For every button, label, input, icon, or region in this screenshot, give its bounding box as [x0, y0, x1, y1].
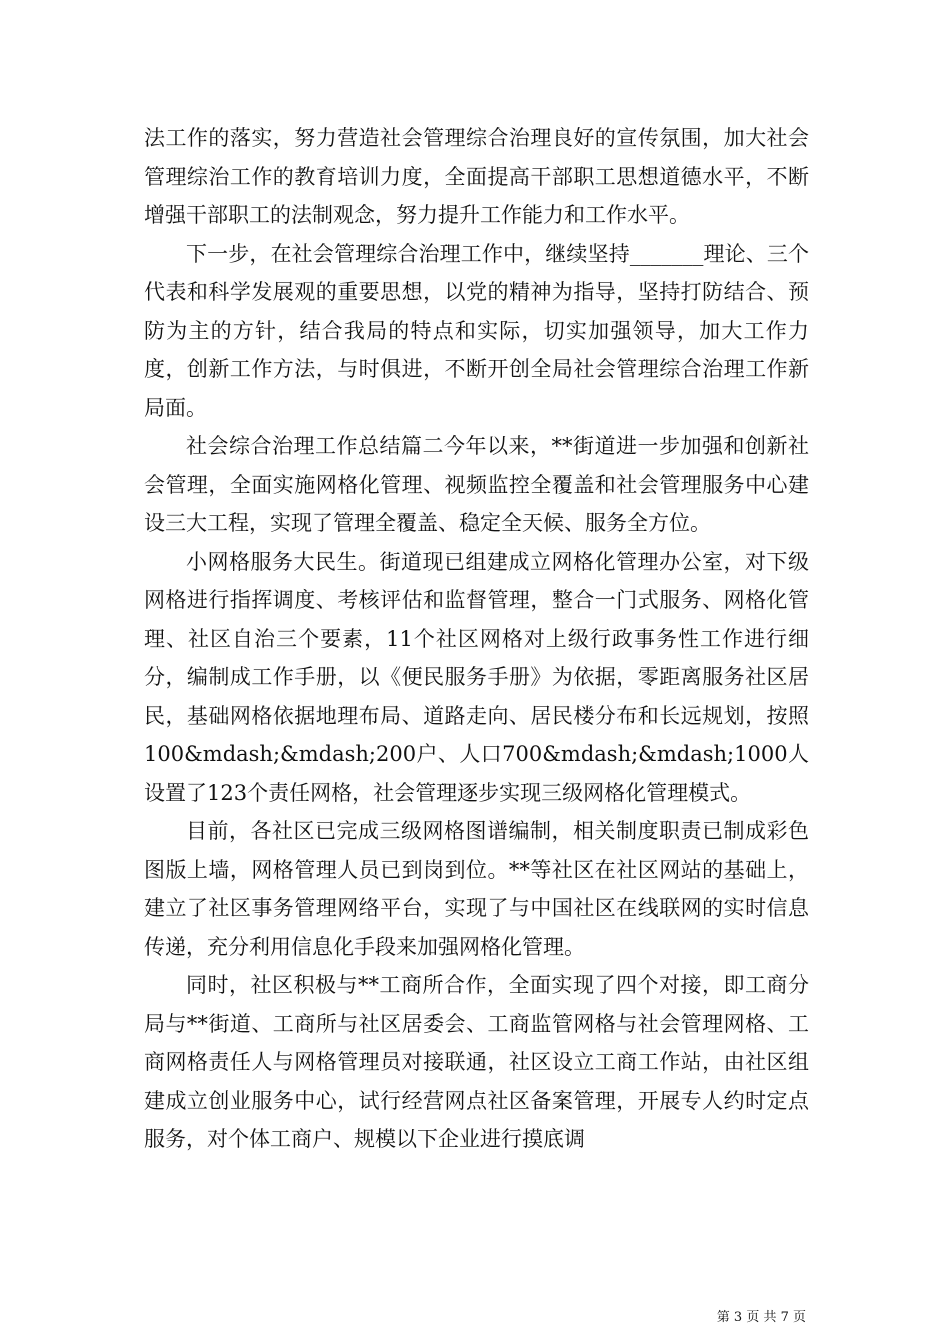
paragraph-summary-part-two: 社会综合治理工作总结篇二今年以来，**街道进一步加强和创新社会管理，全面实施网格化管理、视频监控全覆盖和社会管理服务中心建设三大工程，实现了管理全覆盖、稳定全天候、服务全方位。: [144, 434, 809, 535]
paragraph-meanwhile: 同时，社区积极与**工商所合作，全面实现了四个对接，即工商分局与**街道、工商所与社区居委会、工商监管网格与社会管理网格、工商网格责任人与网格管理员对接联通，社区设立工商工作站，由社区组建成立创业服务中心，试行经营网点社区备案管理，开展专人约时定点服务，对个体工商户、规模以下企业进行摸底调: [144, 973, 809, 1151]
paragraph-small-grid: 小网格服务大民生。街道现已组建成立网格化管理办公室，对下级网格进行指挥调度、考核评估和监督管理，整合一门式服务、网格化管理、社区自治三个要素，11个社区网格对上级行政事务性工作进行细分，编制成工作手册，以《便民服务手册》为依据，零距离服务社区居民，基础网格依据地理布局、道路走向、居民楼分布和长远规划，按照100&mdash;&mdash;200户、人口700&mdash;&mdash;1000人设置了123个责任网格，社会管理逐步实现三级网格化管理模式。: [144, 549, 809, 805]
page-number-footer: 第 3 页 共 7 页: [716, 1310, 806, 1325]
paragraph-continuation: 法工作的落实，努力营造社会管理综合治理良好的宣传氛围，加大社会管理综治工作的教育培训力度，全面提高干部职工思想道德水平，不断增强干部职工的法制观念，努力提升工作能力和工作水平。: [144, 126, 809, 227]
document-body: [144, 119, 809, 1159]
paragraph-current-status: 目前，各社区已完成三级网格图谱编制，相关制度职责已制成彩色图版上墙，网格管理人员已到岗到位。**等社区在社区网站的基础上，建立了社区事务管理网络平台，实现了与中国社区在线联网的实时信息传递，充分利用信息化手段来加强网格化管理。: [144, 819, 809, 959]
paragraph-next-steps: 下一步，在社会管理综合治理工作中，继续坚持_______理论、三个代表和科学发展观的重要思想，以党的精神为指导，坚持打防结合、预防为主的方针，结合我局的特点和实际，切实加强领导，加大工作力度，创新工作方法，与时俱进，不断开创全局社会管理综合治理工作新局面。: [144, 241, 809, 420]
